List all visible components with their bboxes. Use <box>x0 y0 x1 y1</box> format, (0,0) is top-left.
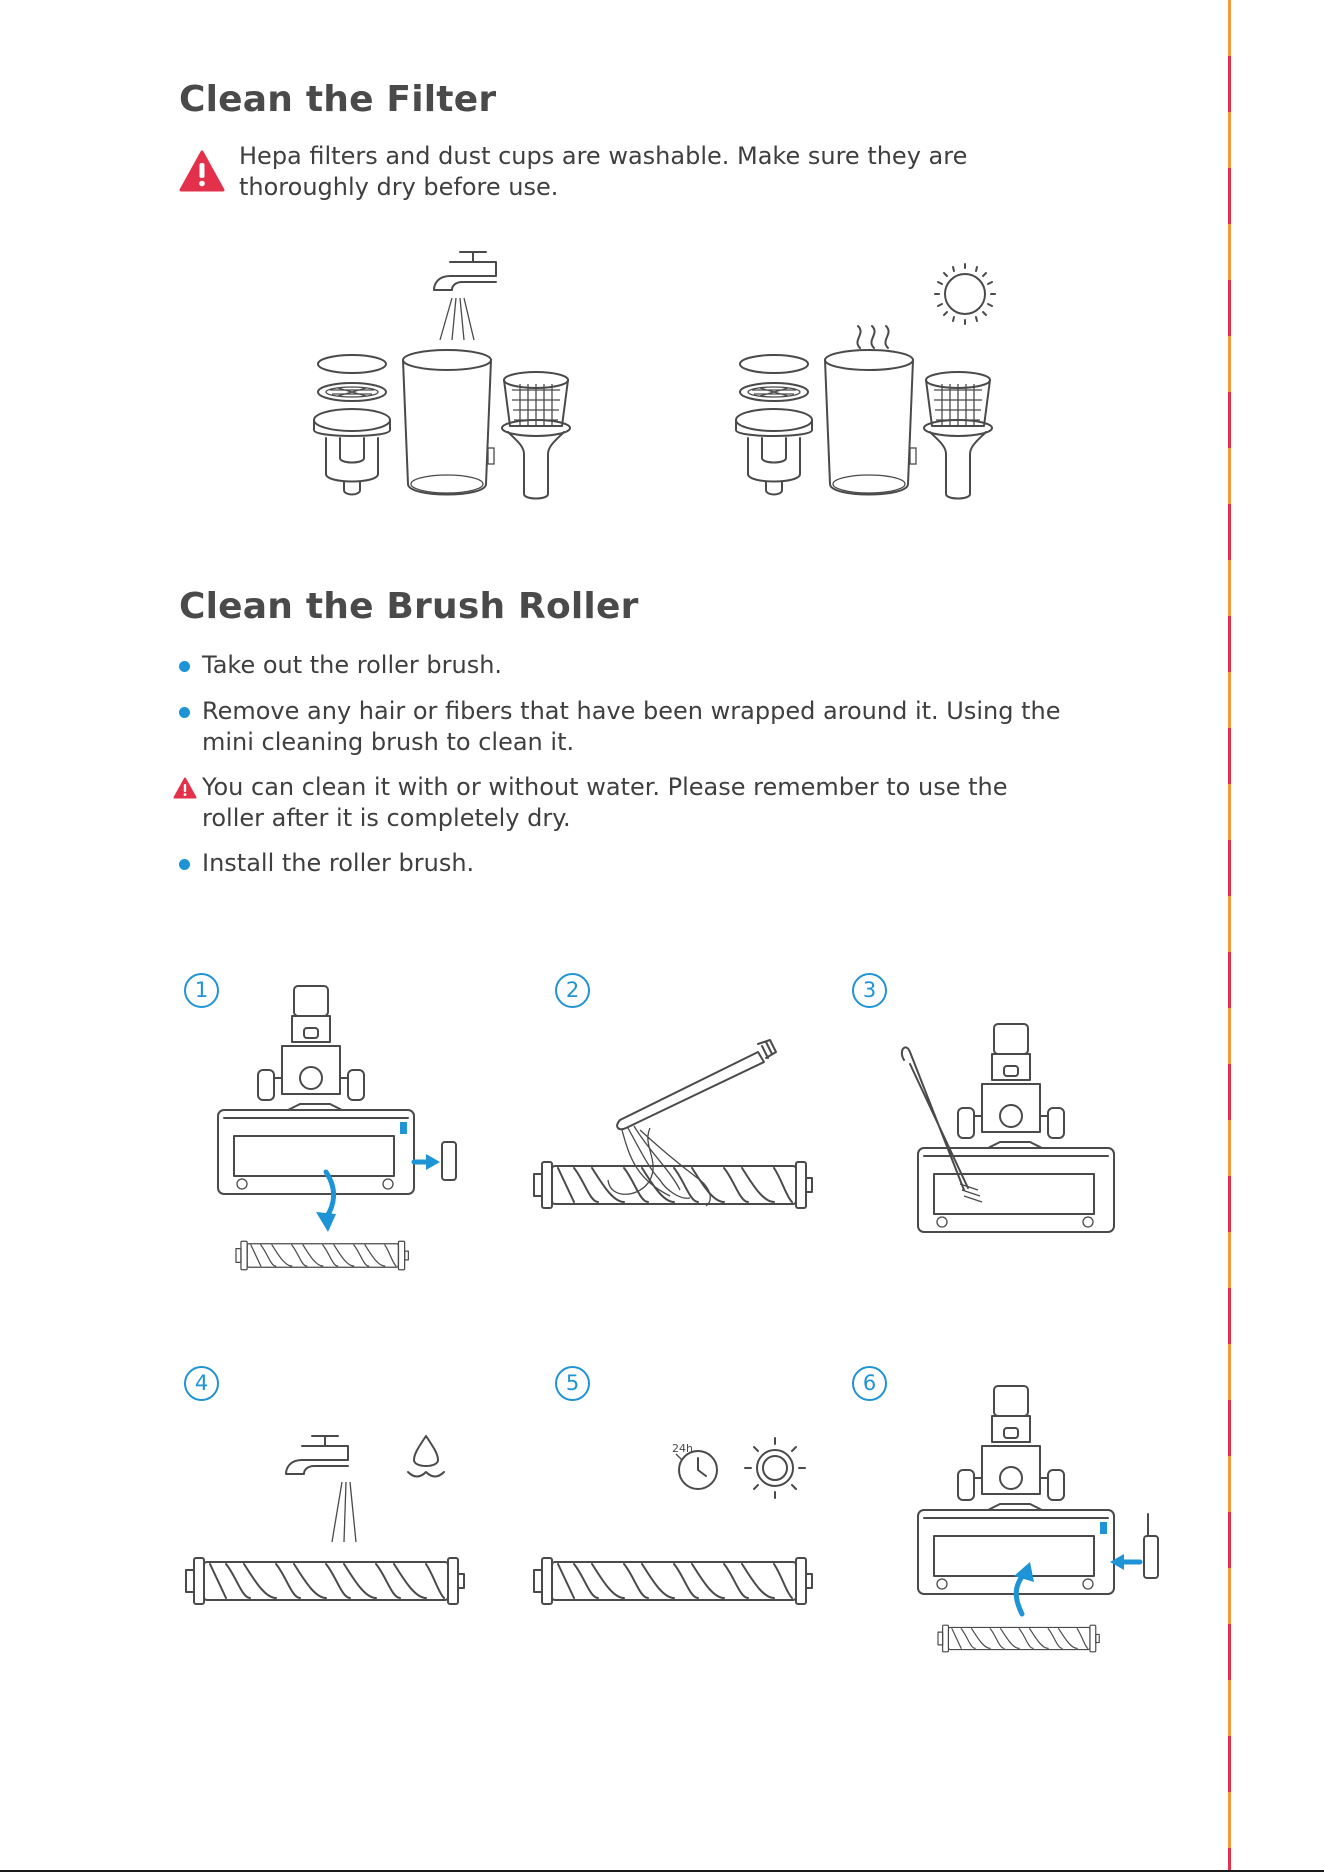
bullet-icon <box>179 661 190 672</box>
brush-head-icon <box>918 1024 1114 1232</box>
brush-head-icon <box>918 1386 1114 1594</box>
step-number-4: 4 <box>184 1366 219 1401</box>
brush-item-3-line-1: You can clean it with or without water. Please remember to use the <box>202 773 1008 801</box>
filter-section-title: Clean the Filter <box>179 79 497 120</box>
filter-warning-line-2: thoroughly dry before use. <box>239 173 559 201</box>
step-number-3: 3 <box>852 973 887 1008</box>
step-2-remove-hair-illustration <box>530 1030 830 1230</box>
dust-cup-icon <box>403 350 494 495</box>
roller-brush-icon <box>236 1241 408 1270</box>
water-drop-icon <box>408 1436 444 1477</box>
roller-brush-icon <box>938 1625 1099 1652</box>
brush-item-1-line-1: Take out the roller brush. <box>202 651 503 679</box>
faucet-icon <box>286 1436 348 1474</box>
roller-brush-icon <box>534 1162 812 1208</box>
step-number-6: 6 <box>852 1366 887 1401</box>
timer-icon <box>676 1451 717 1489</box>
faucet-icon <box>434 252 496 290</box>
bullet-icon <box>179 707 190 718</box>
brush-item-3-line-2: roller after it is completely dry. <box>202 804 571 832</box>
steam-icon <box>857 326 888 348</box>
warning-icon <box>173 777 197 799</box>
timer-label: 24h <box>672 1442 693 1455</box>
brush-head-icon <box>218 986 414 1194</box>
filter-washing-illustration <box>300 244 580 504</box>
bullet-icon <box>179 859 190 870</box>
cyclone-filter-icon <box>502 372 570 499</box>
warning-icon <box>179 150 225 192</box>
step-5-dry-roller-illustration <box>530 1430 830 1620</box>
filter-warning-line-1: Hepa filters and dust cups are washable. Make sure they are <box>239 142 968 170</box>
step-number-2: 2 <box>555 973 590 1008</box>
brush-item-2-line-1: Remove any hair or fibers that have been wrapped around it. Using the <box>202 697 1061 725</box>
step-number-5: 5 <box>555 1366 590 1401</box>
sun-icon <box>745 1438 805 1498</box>
brush-item-2-line-2: mini cleaning brush to clean it. <box>202 728 575 756</box>
brush-item-4-line-1: Install the roller brush. <box>202 849 475 877</box>
step-6-install-roller-illustration <box>910 1380 1170 1670</box>
step-4-wash-roller-illustration <box>182 1430 472 1620</box>
roller-brush-icon <box>534 1558 812 1604</box>
filter-parts-icon <box>314 355 390 495</box>
roller-brush-icon <box>186 1558 464 1604</box>
step-number-1: 1 <box>184 973 219 1008</box>
step-1-remove-roller-illustration <box>210 980 470 1290</box>
page-edge-stripe <box>1228 0 1231 1872</box>
cleaning-brush-icon <box>617 1040 776 1129</box>
filter-drying-illustration <box>720 244 1010 504</box>
sun-icon <box>935 264 995 324</box>
step-3-clean-brush-head-illustration <box>890 1020 1130 1260</box>
brush-section-title: Clean the Brush Roller <box>179 586 639 627</box>
